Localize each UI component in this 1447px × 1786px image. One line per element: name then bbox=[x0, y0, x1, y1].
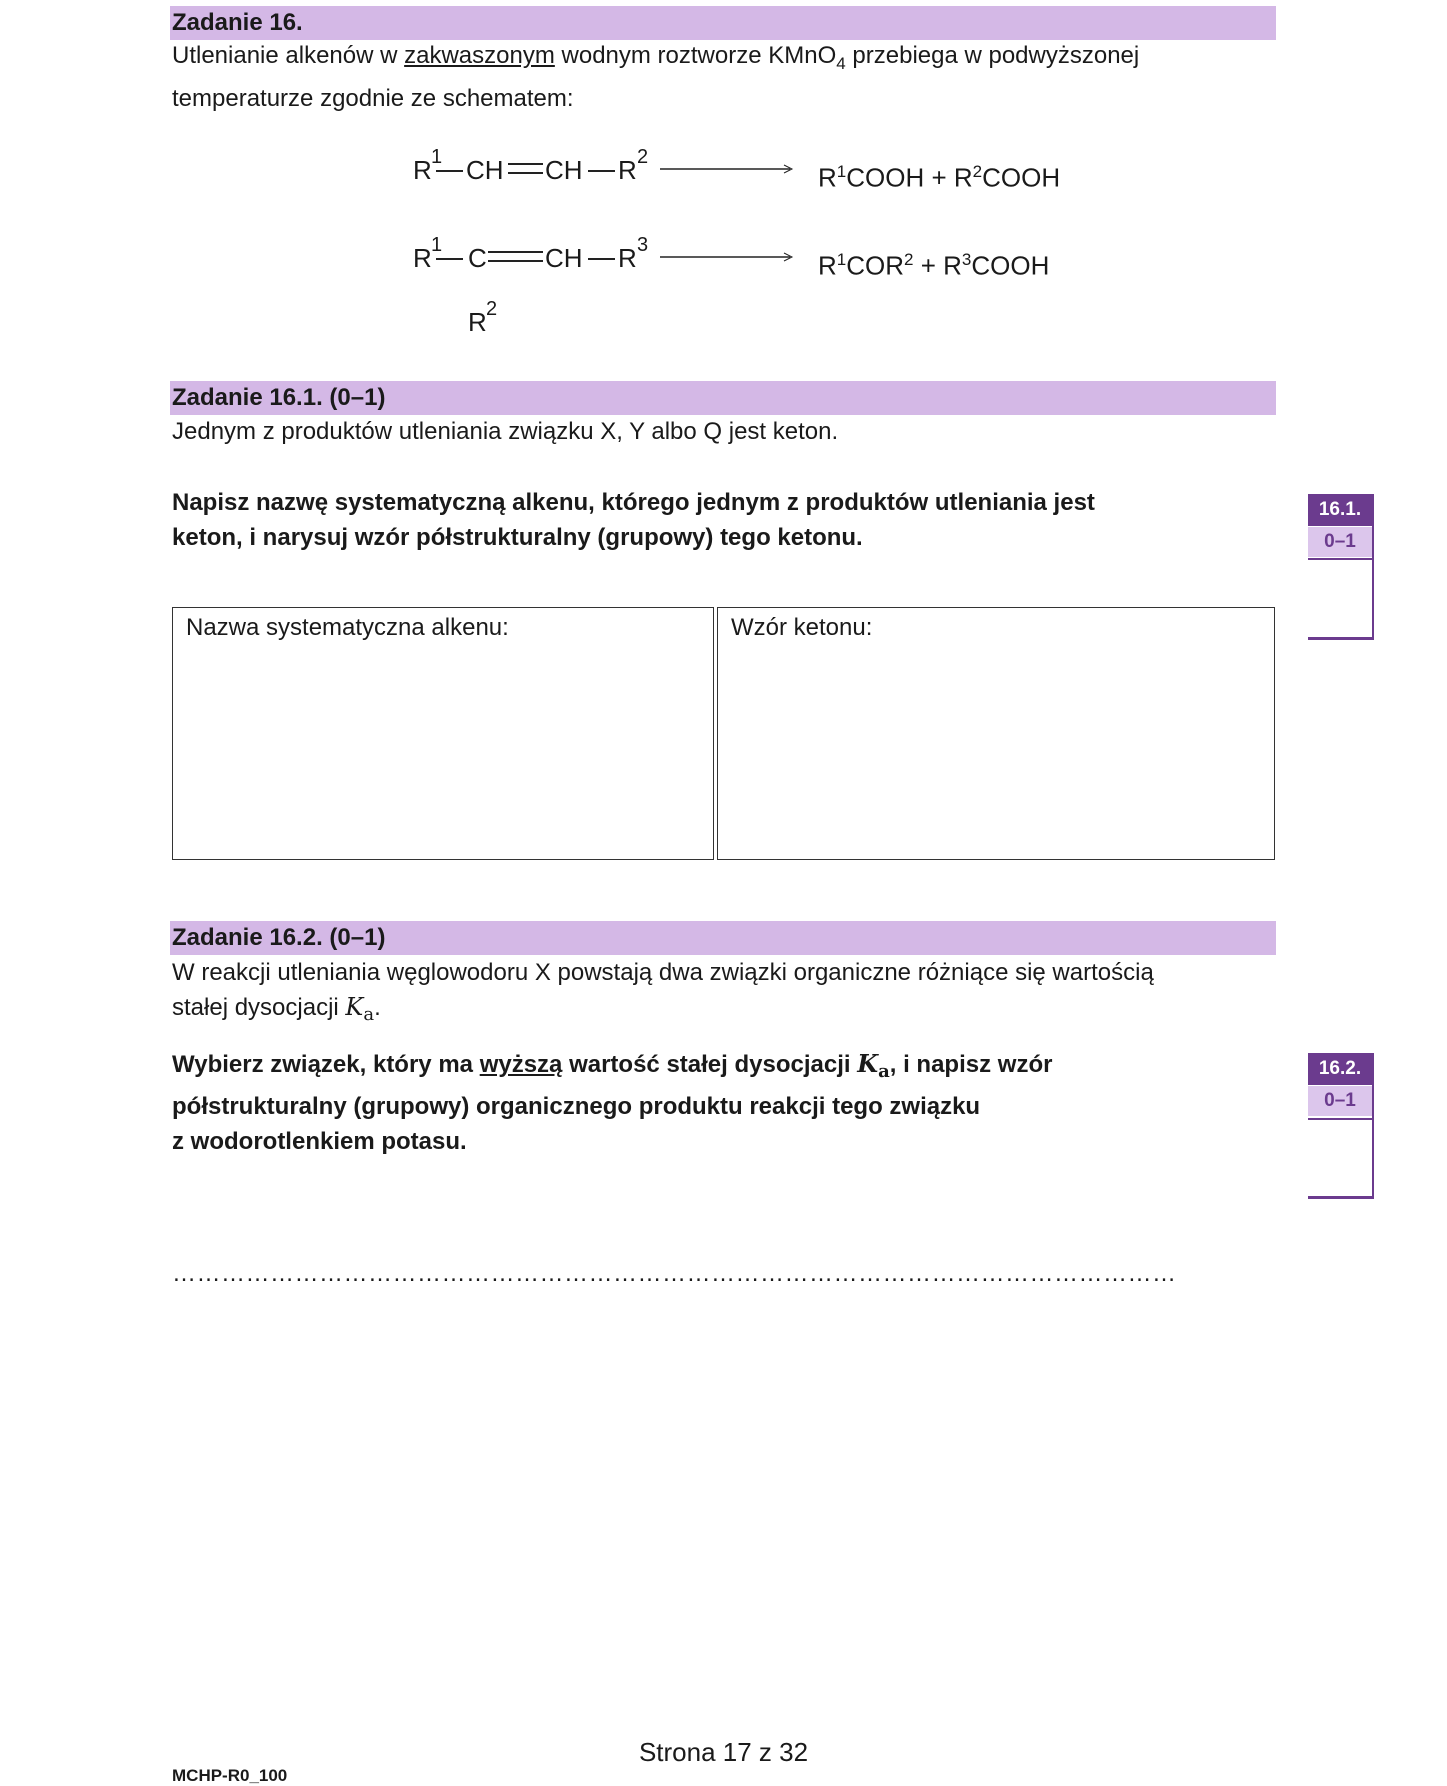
alkene-name-answer-box[interactable] bbox=[172, 607, 714, 860]
double-bond-top bbox=[488, 251, 543, 253]
double-bond-bottom bbox=[488, 260, 543, 262]
single-bond bbox=[588, 170, 615, 172]
arrow-icon bbox=[660, 250, 800, 264]
ketone-formula-label: Wzór ketonu: bbox=[731, 614, 873, 641]
double-bond-bottom bbox=[508, 172, 543, 174]
score-range: 0–1 bbox=[1308, 527, 1372, 557]
task16-heading: Zadanie 16. bbox=[170, 6, 1276, 40]
ketone-formula-answer-box[interactable] bbox=[717, 607, 1275, 860]
task16-2-instruction: Wybierz związek, który ma wyższą wartość stałej dysocjacji $K_a$, i napisz wzór półstrukturalny (grupowy) organicznego produktu reakcji tego związku z wodorotlenkiem potasu. bbox=[172, 1049, 1053, 1155]
task16-intro: Utlenianie alkenów w zakwaszonym wodnym roztworze KMnO$_4$ przebiega w podwyższonej temperaturze zgodnie ze schematem: bbox=[172, 42, 1140, 112]
page-number: Strona 17 z 32 bbox=[638, 1737, 809, 1767]
products-2: $R^1COR^2$ + $R^3COOH$ bbox=[818, 250, 1050, 281]
score-label: 16.1. bbox=[1308, 494, 1372, 526]
task16-1-heading: Zadanie 16.1. (0–1) bbox=[170, 381, 1276, 415]
alkene-name-label: Nazwa systematyczna alkenu: bbox=[186, 614, 509, 641]
single-bond bbox=[436, 258, 463, 260]
score-label: 16.2. bbox=[1308, 1053, 1372, 1085]
r1-label: R bbox=[413, 155, 432, 185]
task16-2-text: W reakcji utleniania węglowodoru X powstają dwa związki organiczne różniące się wartością stałej dysocjacji $K_a$. bbox=[172, 959, 1154, 1025]
score-range: 0–1 bbox=[1308, 1086, 1372, 1116]
task16-1-text: Jednym z produktów utleniania związku X, Y albo Q jest keton. bbox=[172, 418, 839, 445]
single-bond bbox=[588, 258, 615, 260]
double-bond-top bbox=[508, 163, 543, 165]
document-code: MCHP-R0_100 bbox=[172, 1766, 288, 1785]
products-1: $R^1COOH$ + $R^2COOH$ bbox=[818, 162, 1061, 193]
arrow-icon bbox=[660, 162, 800, 176]
single-bond bbox=[436, 170, 463, 172]
answer-line[interactable]: …………………………………………………………………………………………………………… bbox=[172, 1260, 1177, 1287]
task16-1-instruction: Napisz nazwę systematyczną alkenu, którego jednym z produktów utleniania jest keton, i narysuj wzór półstrukturalny (grupowy) tego ketonu. bbox=[172, 489, 1095, 551]
task16-2-heading: Zadanie 16.2. (0–1) bbox=[170, 921, 1276, 955]
